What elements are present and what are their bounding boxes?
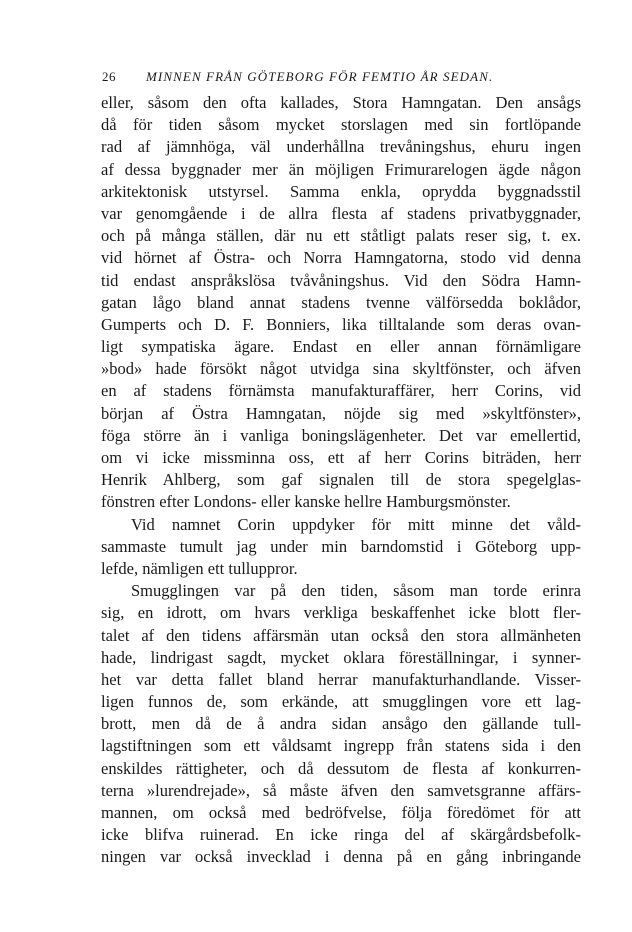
text-line: ningen var också invecklad i denna på en gång inbringande [101,847,581,867]
text-line: om vi icke missminna oss, ett af herr Corins biträden, herr [101,448,581,467]
text-line: terna »lurendrejade», så måste äfven den samvetsgranne affärs- [101,780,581,800]
text-line: gatan lågo bland annat stadens tvenne välförsedda boklådor, [101,292,581,312]
running-title: MINNEN FRÅN GÖTEBORG FÖR FEMTIO ÅR SEDAN. [146,69,494,84]
text-line: var genomgående i de allra flesta af stadens privatbyggnader, [101,203,581,223]
text-line: af dessa byggnader mer än möjligen Frimurarelogen ägde någon [101,159,581,179]
text-line: ligen funnos de, som erkände, att smugglingen vore ett lag- [101,692,581,712]
text-line: ligt sympatiska ägare. Endast en eller annan förnämligare [101,337,581,357]
text-line: början af Östra Hamngatan, nöjde sig med »skyltfönster», [101,403,581,423]
text-line: då för tiden såsom mycket storslagen med sin fortlöpande [101,115,581,135]
text-line: en af stadens förnämsta manufakturaffärer, herr Corins, vid [101,381,581,401]
text-line: brott, men då de å andra sidan ansågo den gällande tull- [101,714,581,734]
text-line: sammaste tumult jag under min barndomstid i Göteborg upp- [101,536,581,556]
text-line: enskildes rättigheter, och då dessutom de flesta af konkurren- [101,758,581,778]
text-line: hade, lindrigast sagdt, mycket oklara föreställningar, i synner- [101,647,581,667]
text-line: mannen, om också med bedröfvelse, följa föredömet för att [101,803,581,822]
page-header [102,67,582,87]
text-line: arkitektonisk utstyrsel. Samma enkla, oprydda byggnadsstil [101,181,581,201]
text-line: eller, såsom den ofta kallades, Stora Hamngatan. Den ansågs [101,93,581,112]
page-number: 26 [102,69,116,84]
text-line: talet af den tidens affärsmän utan också den stora allmänheten [101,625,581,645]
text-line: och på många ställen, där nu ett ståtligt palats reser sig, t. ex. [101,226,581,246]
text-line: lefde, nämligen ett tulluppror. [101,558,298,578]
text-line: Gumperts och D. F. Bonniers, lika tilltalande som deras ovan- [101,314,581,334]
body-text [101,92,581,869]
text-line: tid endast anspråkslösa tvåvåningshus. Vid den Södra Hamn- [101,270,581,290]
text-line: het var detta fallet bland herrar manufakturhandlande. Visser- [101,669,581,689]
text-line: fönstren efter Londons- eller kanske hellre Hamburgsmönster. [101,492,511,512]
text-line: »bod» hade försökt något utvidga sina skyltfönster, och äfven [101,359,581,379]
text-line: Smugglingen var på den tiden, såsom man torde erinra [131,581,581,601]
text-line: lagstiftningen som ett våldsamt ingrepp från statens sida i den [101,736,581,756]
text-line: vid hörnet af Östra- och Norra Hamngatorna, stodo vid denna [101,248,581,268]
text-line: föga större än i vanliga boningslägenheter. Det var emellertid, [101,425,581,445]
text-line: icke blifva ruinerad. En icke ringa del af skärgårdsbefolk- [101,825,581,845]
text-line: rad af jämnhöga, väl underhållna trevåningshus, ehuru ingen [101,137,581,157]
text-line: Henrik Ahlberg, som gaf signalen till de stora spegelglas- [101,470,581,490]
text-line: sig, en idrott, om hvars verkliga beskaffenhet icke blott fler- [101,603,581,623]
text-line: Vid namnet Corin uppdyker för mitt minne det våld- [131,514,581,534]
